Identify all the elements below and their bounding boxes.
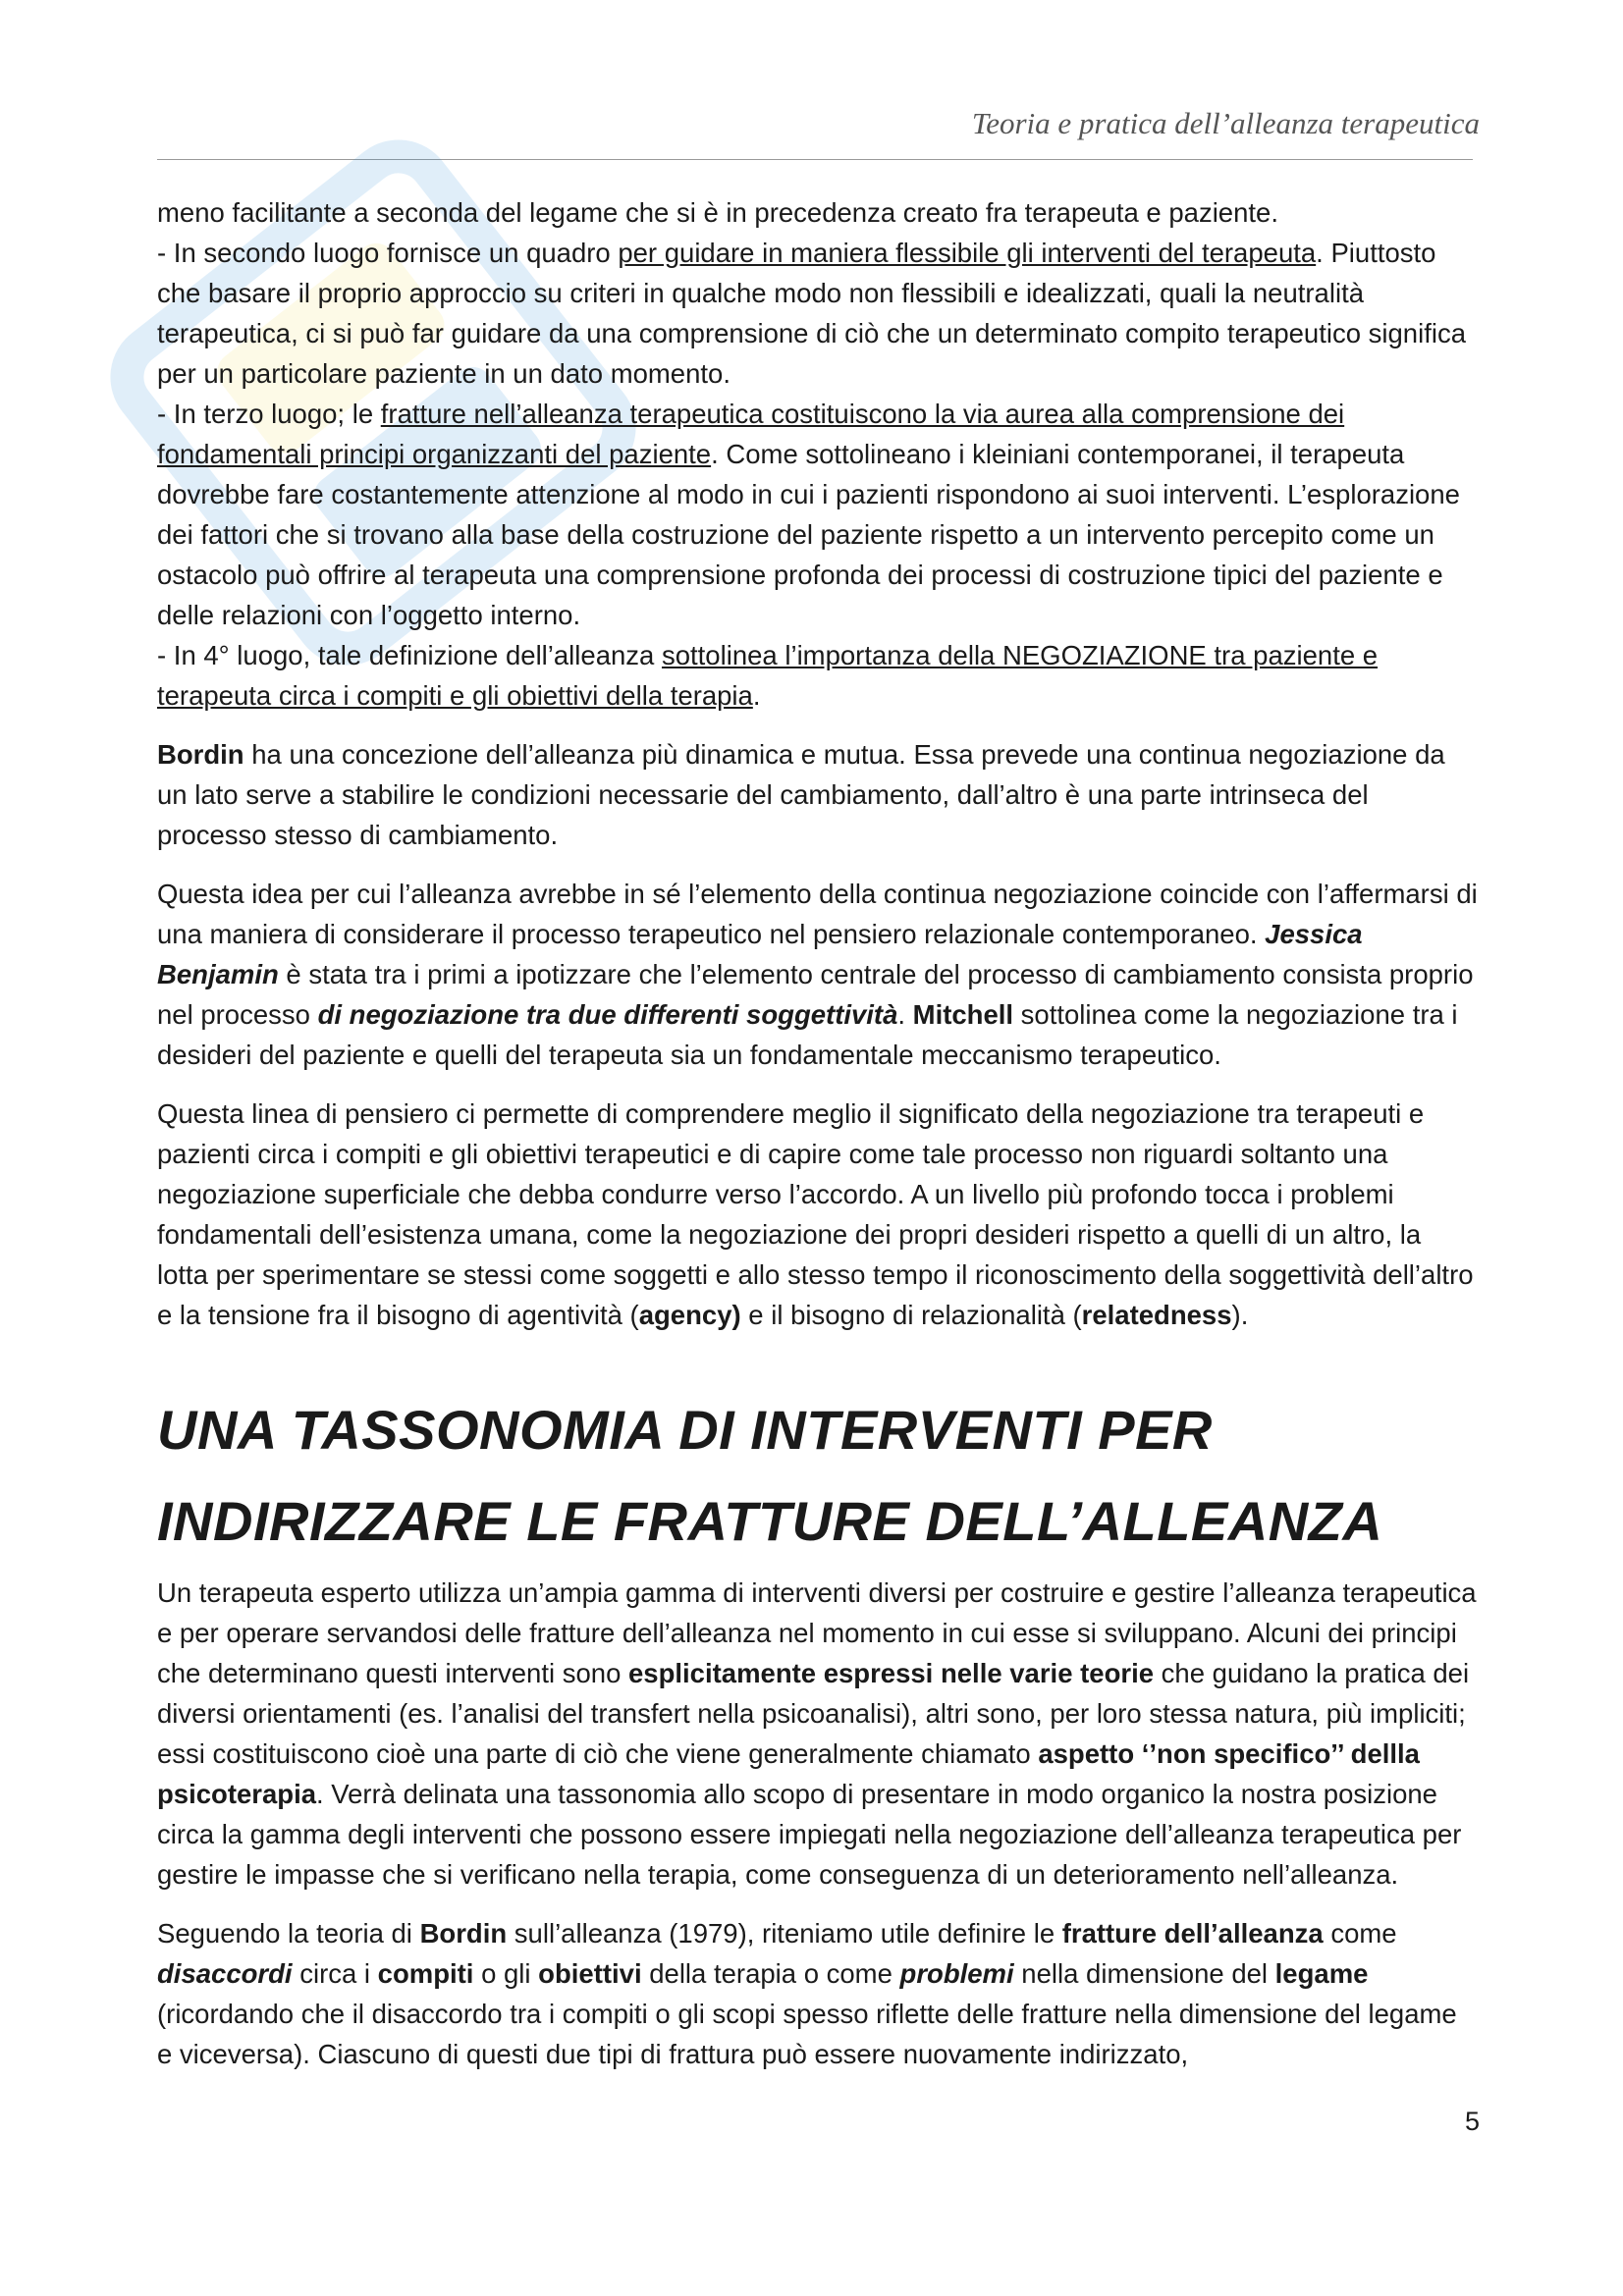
paragraph: Questa linea di pensiero ci permette di comprendere meglio il significato della negoziazione tra terapeuti e pazienti circa i compiti e gli obiettivi terapeutici e di capire come tale processo non riguardi soltanto una negoziazione superficiale che debba condurre verso l’accordo. A un livello più profondo tocca i problemi fondamentali dell’esistenza umana, come la negoziazione dei propri desideri rispetto a quelli di un altro, la lotta per sperimentare se stessi come soggetti e allo stesso tempo il riconoscimento della soggettività dell’altro e la tensione fra il bisogno di agentività (agency) e il bisogno di relazionalità (relatedness). (157, 1098, 1474, 1330)
page-body (157, 192, 1478, 2093)
paragraph: Un terapeuta esperto utilizza un’ampia gamma di interventi diversi per costruire e gestire l’alleanza terapeutica e per operare servandosi delle fratture dell’alleanza nel momento in cui esse si sviluppano. Alcuni dei principi che determinano questi interventi sono esplicitamente espressi nelle varie teorie che guidano la pratica dei diversi orientamenti (es. l’analisi del transfert nella psicoanalisi), altri sono, per loro stessa natura, più impliciti; essi costituiscono cioè una parte di ciò che viene generalmente chiamato aspetto ‘’non specifico’’ dellla psicoterapia. Verrà delinata una tassonomia allo scopo di presentare in modo organico la nostra posizione circa la gamma degli interventi che possono essere impiegati nella negoziazione dell’alleanza terapeutica per gestire le impasse che si verificano nella terapia, come conseguenza di un deterioramento nell’alleanza. (157, 1577, 1477, 1890)
paragraph: - In terzo luogo; le fratture nell’alleanza terapeutica costituiscono la via aurea alla comprensione dei fondamentali principi organizzanti del paziente. Come sottolineano i kleiniani contemporanei, il terapeuta dovrebbe fare costantemente attenzione al modo in cui i pazienti rispondono ai suoi interventi. L’esplorazione dei fattori che si trovano alla base della costruzione del paziente rispetto a un intervento percepito come un ostacolo può offrire al terapeuta una comprensione profonda dei processi di costruzione tipici del paziente e delle relazioni con l’oggetto interno. (157, 399, 1460, 630)
section-heading: UNA TASSONOMIA DI INTERVENTI PER INDIRIZZARE LE FRATTURE DELL’ALLEANZA (157, 1399, 1383, 1552)
paragraph: Bordin ha una concezione dell’alleanza più dinamica e mutua. Essa prevede una continua negoziazione da un lato serve a stabilire le condizioni necessarie del cambiamento, dall’altro è una parte intrinseca del processo stesso di cambiamento. (157, 739, 1445, 850)
paragraph: Questa idea per cui l’alleanza avrebbe in sé l’elemento della continua negoziazione coincide con l’affermarsi di una maniera di considerare il processo terapeutico nel pensiero relazionale contemporaneo. Jessica Benjamin è stata tra i primi a ipotizzare che l’elemento centrale del processo di cambiamento consista proprio nel processo di negoziazione tra due differenti soggettività. Mitchell sottolinea come la negoziazione tra i desideri del paziente e quelli del terapeuta sia un fondamentale meccanismo terapeutico. (157, 879, 1478, 1070)
running-header: Teoria e pratica dell’alleanza terapeutica (971, 106, 1480, 140)
paragraph: - In 4° luogo, tale definizione dell’alleanza sottolinea l’importanza della NEGOZIAZIONE tra paziente e terapeuta circa i compiti e gli obiettivi della terapia. (157, 640, 1379, 711)
paragraph: Seguendo la teoria di Bordin sull’alleanza (1979), riteniamo utile definire le fratture dell’alleanza come disaccordi circa i compiti o gli obiettivi della terapia o come problemi nella dimensione del legame (ricordando che il disaccordo tra i compiti o gli scopi spesso riflette delle fratture nella dimensione del legame e viceversa). Ciascuno di questi due tipi di frattura può essere nuovamente indirizzato, (157, 1918, 1457, 2069)
page-number: 5 (1464, 2107, 1480, 2136)
paragraph: meno facilitante a seconda del legame che si è in precedenza creato fra terapeuta e paziente. (157, 197, 1278, 228)
paragraph: - In secondo luogo fornisce un quadro per guidare in maniera flessibile gli interventi del terapeuta. Piuttosto che basare il proprio approccio su criteri in qualche modo non flessibili e idealizzati, quali la neutralità terapeutica, ci si può far guidare da una comprensione di ciò che un determinato compito terapeutico significa per un particolare paziente in un dato momento. (157, 238, 1466, 389)
header-divider (157, 159, 1473, 160)
